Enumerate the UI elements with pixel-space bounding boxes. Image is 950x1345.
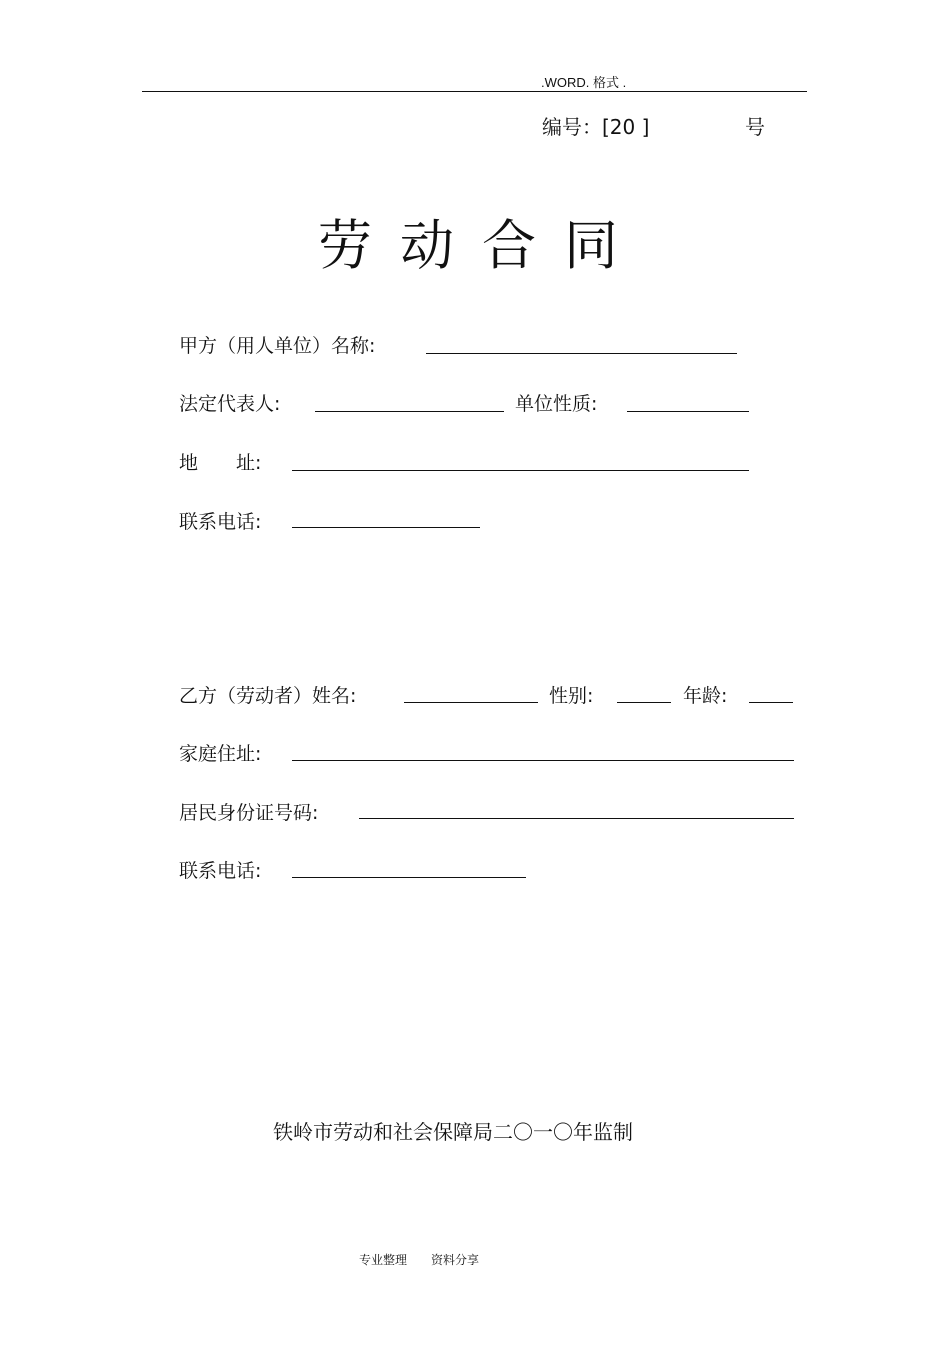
party-a-phone-label: 联系电话: xyxy=(179,511,262,533)
unit-nature-field[interactable] xyxy=(627,411,749,412)
legal-representative-field[interactable] xyxy=(315,411,504,412)
party-b-name-field[interactable] xyxy=(404,702,538,703)
party-a-address-field[interactable] xyxy=(292,470,749,471)
id-number-field[interactable] xyxy=(359,818,794,819)
contract-number-label: 编号：[20 ] xyxy=(542,115,650,139)
page-footer-left: 专业整理 xyxy=(359,1253,408,1267)
document-title: 劳动合同 xyxy=(318,214,646,277)
party-a-name-label: 甲方（用人单位）名称: xyxy=(179,335,376,357)
supervisor-line: 铁岭市劳动和社会保障局二〇一〇年监制 xyxy=(273,1120,633,1144)
legal-representative-label: 法定代表人: xyxy=(179,393,281,415)
contract-number-suffix: 号 xyxy=(745,115,765,139)
gender-field[interactable] xyxy=(617,702,671,703)
unit-nature-label: 单位性质: xyxy=(515,393,598,415)
party-b-phone-label: 联系电话: xyxy=(179,860,262,882)
page-footer-right: 资料分享 xyxy=(431,1253,480,1267)
party-a-phone-field[interactable] xyxy=(292,527,480,528)
gender-label: 性别: xyxy=(549,685,594,707)
id-number-label: 居民身份证号码: xyxy=(179,802,319,824)
home-address-label: 家庭住址: xyxy=(179,743,262,765)
party-b-phone-field[interactable] xyxy=(292,877,526,878)
party-a-name-field[interactable] xyxy=(426,353,737,354)
age-label: 年龄: xyxy=(683,685,728,707)
home-address-field[interactable] xyxy=(292,760,794,761)
format-tag: .WORD. 格式 . xyxy=(541,75,627,90)
age-field[interactable] xyxy=(749,702,793,703)
party-b-name-label: 乙方（劳动者）姓名: xyxy=(179,685,357,707)
header-rule xyxy=(142,91,807,92)
party-a-address-label: 地 址: xyxy=(179,452,262,474)
